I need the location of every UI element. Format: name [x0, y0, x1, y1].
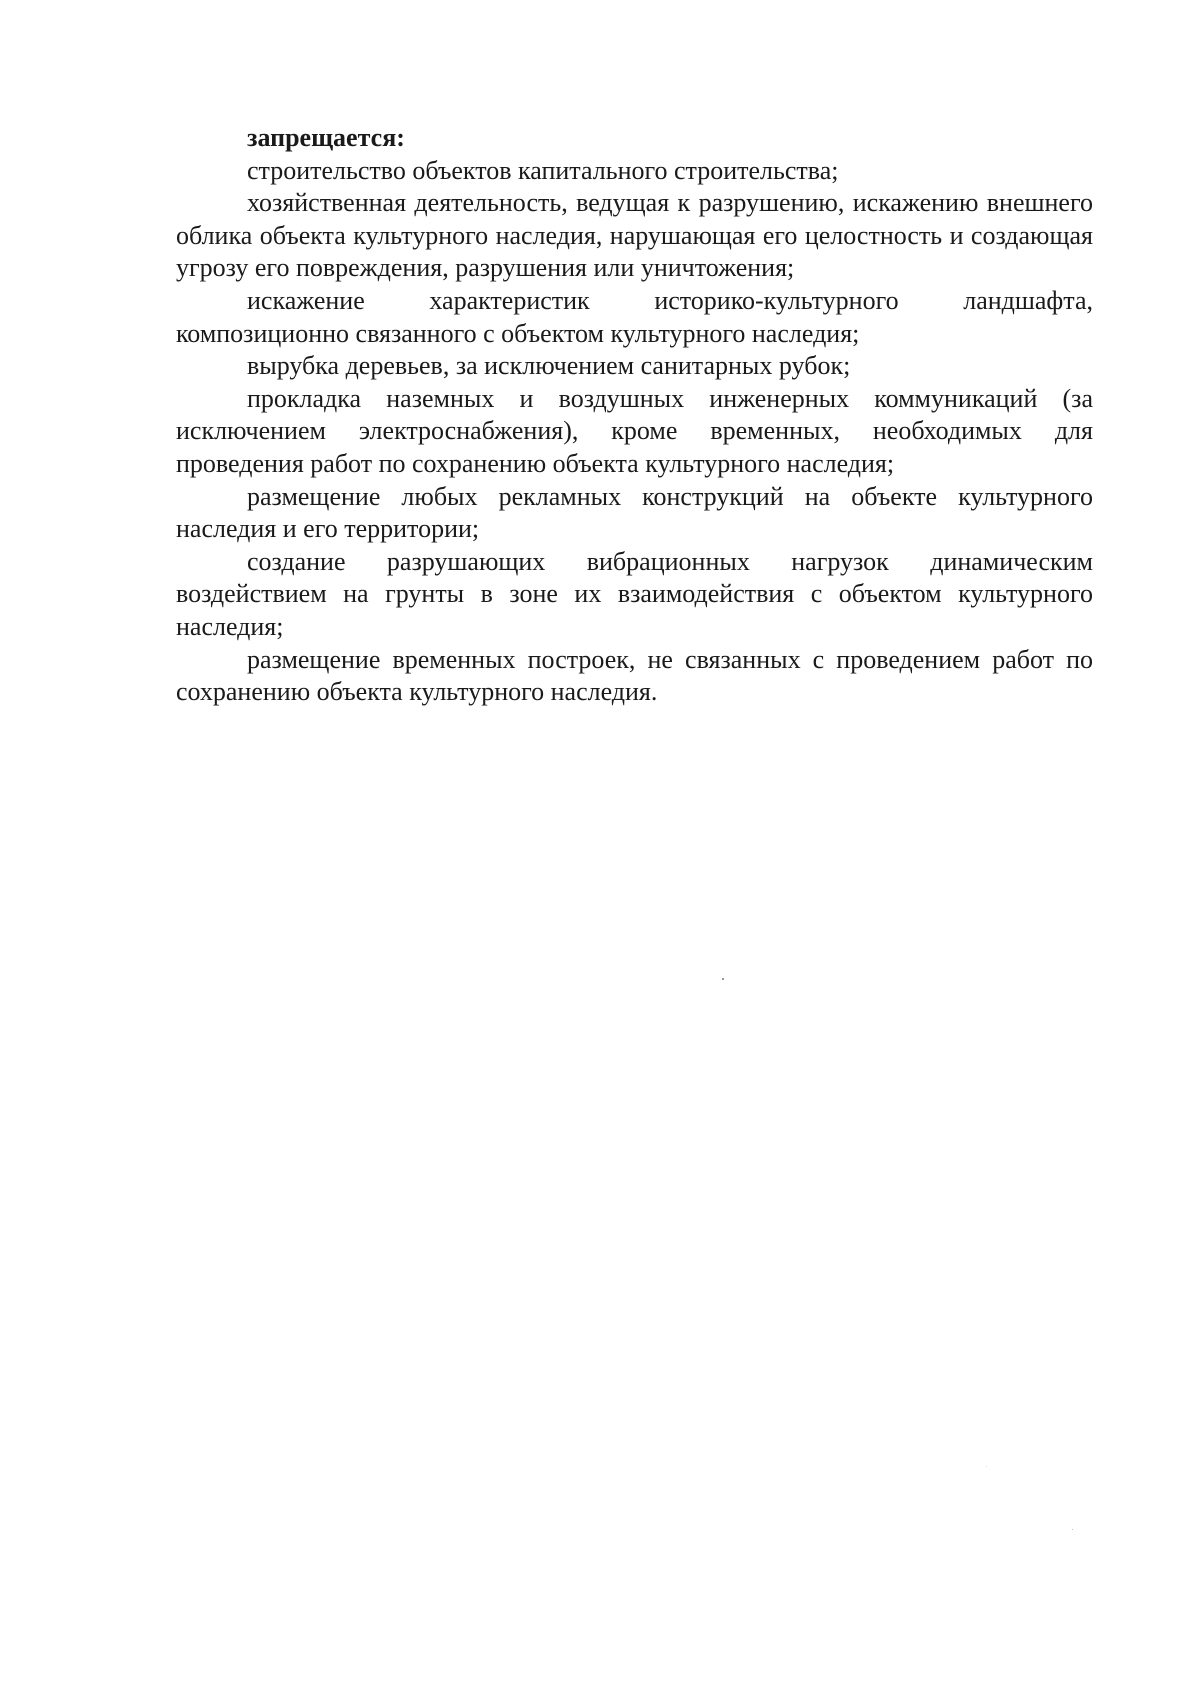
scan-speck: [1072, 1529, 1073, 1530]
prohibition-item-construction: строительство объектов капитального строительства;: [247, 155, 839, 185]
prohibition-item-vibration-loads: создание разрушающих вибрационных нагрузок динамическим воздействием на грунты в зоне их взаимодействия с объектом культурного наследия;: [176, 546, 1093, 641]
prohibition-item-advertising: размещение любых рекламных конструкций на объекте культурного наследия и его территории;: [176, 481, 1093, 544]
prohibition-heading: запрещается:: [247, 123, 405, 152]
prohibition-item-tree-felling: вырубка деревьев, за исключением санитарных рубок;: [247, 351, 851, 381]
prohibition-item-temporary-buildings: размещение временных построек, не связанных с проведением работ по сохранению объекта культурного наследия.: [176, 644, 1093, 707]
document-body: [176, 122, 1093, 709]
scan-speck: [986, 1466, 987, 1467]
prohibition-item-landscape-distortion: искажение характеристик историко-культурного ландшафта, композиционно связанного с объектом культурного наследия;: [176, 285, 1093, 348]
prohibition-item-utility-lines: прокладка наземных и воздушных инженерных коммуникаций (за исключением электроснабжения), кроме временных, необходимых для проведения работ по сохранению объекта культурного наследия;: [176, 383, 1093, 478]
scan-speck: [722, 978, 724, 980]
prohibition-item-economic-activity: хозяйственная деятельность, ведущая к разрушению, искажению внешнего облика объекта культурного наследия, нарушающая его целостность и создающая угрозу его повреждения, разрушения или уничтожения;: [176, 188, 1093, 283]
